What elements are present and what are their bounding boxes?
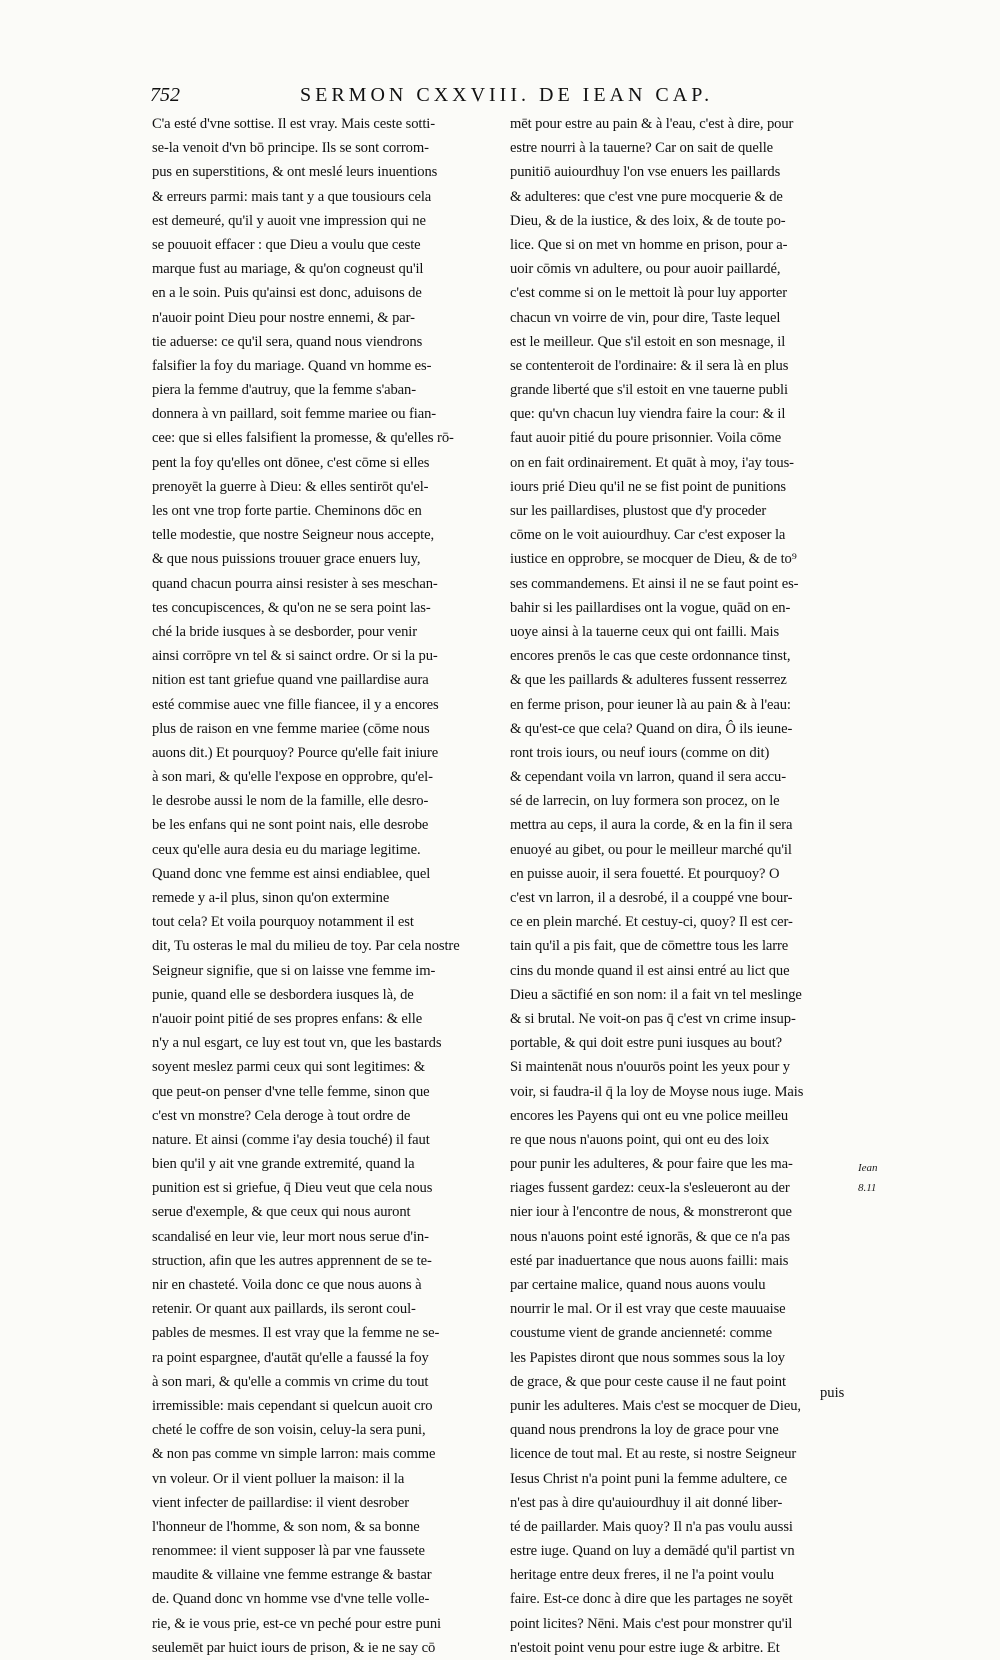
text-line: licence de tout mal. Et au reste, si nostre Seigneur [510, 1446, 797, 1463]
text-line: & si brutal. Ne voit-on pas q̄ c'est vn crime insup- [510, 1010, 796, 1027]
text-line: faire. Est-ce donc à dire que les partages ne soyēt [510, 1591, 793, 1608]
text-line: ceux qu'elle aura desia eu du mariage legitime. [152, 841, 421, 858]
text-line: sur les paillardises, plustost que d'y proceder [510, 503, 767, 519]
text-line: Quand donc vne femme est ainsi endiablee, quel [152, 865, 431, 882]
text-line: cheté le coffre de son voisin, celuy-la sera puni, [152, 1422, 426, 1439]
text-line: chacun vn voirre de vin, pour dire, Taste lequel [510, 309, 781, 326]
text-line: iustice en opprobre, se mocquer de Dieu, & de to⁹ [510, 551, 797, 568]
text-line: n'estoit point venu pour estre iuge & arbitre. Et [510, 1639, 780, 1656]
text-line: auons dit.) Et pourquoy? Pource qu'elle fait iniure [152, 744, 439, 761]
text-line: vient infecter de paillardise: il vient desrober [152, 1494, 409, 1511]
text-line: c'est vn larron, il a desrobé, il a couppé vne bour- [510, 890, 793, 906]
text-line: esté par inaduertance que nous auons failli: mais [510, 1252, 789, 1269]
text-line: prenoyēt la guerre à Dieu: & elles sentirōt qu'el- [152, 478, 429, 495]
text-line: & qu'est-ce que cela? Quand on dira, Ô ils ieune- [510, 720, 793, 737]
text-line: n'auoir point Dieu pour nostre ennemi, & par- [152, 309, 415, 326]
text-line: seulemēt par huict iours de prison, & ie ne say cō [152, 1639, 436, 1656]
text-line: & cependant voila vn larron, quand il sera accu- [510, 769, 787, 786]
text-line: on en fait ordinairement. Et quāt à moy, i'ay tous- [510, 454, 794, 471]
text-line: donnera à vn paillard, soit femme mariee ou fian- [152, 406, 437, 423]
text-line: pent la foy qu'elles ont dōnee, c'est cōme si elles [152, 454, 430, 471]
text-line: portable, & qui doit estre puni iusques au bout? [510, 1035, 783, 1052]
text-line: est le meilleur. Que s'il estoit en son mesnage, il [510, 333, 786, 350]
text-line: en a le soin. Puis qu'ainsi est donc, aduisons de [152, 285, 422, 302]
text-line: pables de mesmes. Il est vray que la femme ne se- [152, 1325, 440, 1342]
text-line: ra point espargnee, d'autāt qu'elle a faussé la foy [152, 1349, 429, 1366]
text-line: re que nous n'auons point, qui ont eu des loix [510, 1131, 770, 1148]
text-line: point licites? Nēni. Mais c'est pour monstrer qu'il [510, 1615, 793, 1632]
text-line: que: qu'vn chacun luy viendra faire la cour: & il [510, 406, 786, 423]
text-line: c'est comme si on le mettoit là pour luy apporter [510, 285, 787, 302]
text-line: tout cela? Et voila pourquoy notamment il est [152, 914, 414, 931]
text-line: telle modestie, que nostre Seigneur nous accepte, [152, 527, 435, 544]
text-line: vn voleur. Or il vient polluer la maison: il la [152, 1470, 405, 1487]
text-line: en puisse auoir, il sera fouetté. Et pourquoy? O [510, 865, 780, 882]
text-line: de grace, & que pour ceste cause il ne faut point [510, 1373, 786, 1390]
text-line: iours prié Dieu qu'il ne se fist point de punitions [510, 478, 786, 495]
text-line: encores prenōs le cas que ceste ordonnance tinst, [510, 648, 791, 665]
text-line: renommee: il vient supposer là par vne faussete [152, 1543, 425, 1560]
text-line: Dieu, & de la iustice, & des loix, & de toute po- [510, 212, 786, 229]
text-line: nous n'auons point esté ignorās, & que ce n'a pas [510, 1228, 791, 1245]
text-line: punitiō auiourdhuy l'on vse enuers les paillards [510, 164, 781, 181]
text-line: voir, si faudra-il q̄ la loy de Moyse nous iuge. Mais [510, 1083, 804, 1100]
text-line: Si maintenāt nous n'ouurōs point les yeux pour y [510, 1059, 790, 1076]
text-line: est demeuré, qu'il y auoit vne impression qui ne [152, 212, 426, 229]
text-line: tie aduerse: ce qu'il sera, quand nous viendrons [152, 333, 423, 350]
text-line: n'y a nul esgart, ce luy est tout vn, que les bastards [152, 1035, 442, 1052]
margin-reference [858, 1158, 918, 1198]
text-line: à son mari, & qu'elle a commis vn crime du tout [152, 1373, 429, 1390]
text-line: remede y a-il plus, sinon qu'on extermine [152, 890, 390, 906]
text-line: esté commise auec vne fille fiancee, il y a encores [152, 696, 439, 713]
text-line: falsifier la foy du mariage. Quand vn homme es- [152, 357, 432, 374]
text-line: punition est si griefue, q̄ Dieu veut que cela nous [152, 1180, 433, 1197]
text-line: irremissible: mais cependant si quelcun auoit cro [152, 1397, 433, 1414]
catchword: puis [820, 1385, 845, 1401]
text-line: grande liberté que s'il estoit en vne tauerne publi [510, 382, 788, 399]
text-line: à son mari, & qu'elle l'expose en opprobre, qu'el- [152, 769, 433, 786]
text-line: be les enfans qui ne sont point nais, elle desrobe [152, 817, 429, 834]
text-line: se contenteroit de l'ordinaire: & il sera là en plus [510, 357, 789, 374]
text-line: maudite & villaine vne femme estrange & bastar [152, 1567, 432, 1584]
running-title: SERMON CXXVIII. DE IEAN CAP. [300, 84, 714, 106]
text-line: en ferme prison, pour ieuner là au pain & à l'eau: [510, 696, 791, 713]
text-line: nature. Et ainsi (comme i'ay desia touché) il faut [152, 1131, 430, 1148]
text-line: par certaine malice, quand nous auons voulu [510, 1277, 766, 1293]
text-line: estre nourri à la tauerne? Car on sait de quelle [510, 140, 774, 157]
text-line: té de paillarder. Mais quoy? Il n'a pas voulu aussi [510, 1518, 793, 1535]
text-line: C'a esté d'vne sottise. Il est vray. Mais ceste sotti- [152, 116, 436, 132]
text-line: nir en chasteté. Voila donc ce que nous auons à [152, 1277, 422, 1293]
text-line: uoye ainsi à la tauerne ceux qui ont failli. Mais [510, 623, 780, 640]
text-line: Iesus Christ n'a point puni la femme adultere, ce [510, 1470, 787, 1487]
text-line: retenir. Or quant aux paillards, ils seront coul- [152, 1301, 416, 1318]
text-line: encores les Payens qui ont eu vne police meilleu [510, 1107, 789, 1124]
text-line: ront trois iours, ou neuf iours (comme on dit) [510, 744, 770, 761]
text-line: les ont vne trop forte partie. Cheminons dōc en [152, 503, 422, 519]
text-line: uoir cōmis vn adultere, ou pour auoir paillardé, [510, 261, 781, 278]
text-line: Seigneur signifie, que si on laisse vne femme im- [152, 962, 436, 979]
text-line: lice. Que si on met vn homme en prison, pour a- [510, 236, 788, 253]
text-line: & que nous puissions trouuer grace enuers luy, [152, 551, 421, 568]
text-line: estre iuge. Quand on luy a demādé qu'il partist vn [510, 1543, 795, 1560]
text-line: struction, afin que les autres apprennent de se te- [152, 1252, 432, 1269]
text-line: c'est vn monstre? Cela deroge à tout ordre de [152, 1107, 411, 1124]
text-line: cee: que si elles falsifient la promesse, & qu'elles rō- [152, 430, 454, 447]
text-line: & erreurs parmi: mais tant y a que tousiours cela [152, 188, 432, 205]
text-line: se pouuoit effacer : que Dieu a voulu que ceste [152, 236, 421, 253]
text-line: n'est pas à dire qu'auiourdhuy il ait donné liber- [510, 1494, 783, 1511]
text-line: serue d'exemple, & que ceux qui nous auront [152, 1204, 411, 1221]
text-line: nier iour à l'encontre de nous, & monstreront que [510, 1204, 792, 1221]
text-line: marque fust au mariage, & qu'on cogneust qu'il [152, 261, 424, 278]
text-line: bahir si les paillardises ont la vogue, quād on en- [510, 599, 791, 616]
text-line: ce en plein marché. Et cestuy-ci, quoy? Il est cer- [510, 914, 793, 931]
text-line: nition est tant griefue quand vne paillardise aura [152, 672, 429, 689]
text-line: le desrobe aussi le nom de la famille, elle desro- [152, 793, 429, 810]
text-line: bien qu'il y ait vne grande extremité, quand la [152, 1156, 415, 1173]
text-line: mēt pour estre au pain & à l'eau, c'est à dire, pour [510, 116, 794, 132]
text-line: & que les paillards & adulteres fussent resserrez [510, 672, 787, 689]
text-line: faut auoir pitié du poure prisonnier. Voila cōme [510, 430, 782, 447]
text-line: soyent meslez parmi ceux qui sont legitimes: & [152, 1059, 426, 1076]
right-text-column [510, 112, 850, 1660]
text-line: que peut-on penser d'vne telle femme, sinon que [152, 1083, 430, 1100]
margin-reference-verse: 8.11 [858, 1182, 877, 1194]
text-line: heritage entre deux freres, il ne l'a point voulu [510, 1567, 774, 1584]
text-line: mettra au ceps, il aura la corde, & en la fin il sera [510, 817, 793, 834]
text-line: plus de raison en vne femme mariee (cōme nous [152, 720, 430, 737]
text-line: se-la venoit d'vn bō principe. Ils se sont corrom- [152, 140, 429, 157]
text-line: cōme on le voit auiourdhuy. Car c'est exposer la [510, 527, 786, 544]
text-line: piera la femme d'autruy, que la femme s'aban- [152, 382, 417, 399]
text-line: les Papistes diront que nous sommes sous la loy [510, 1349, 786, 1366]
text-line: & non pas comme vn simple larron: mais comme [152, 1446, 436, 1463]
text-line: Dieu a sāctifié en son nom: il a fait vn tel meslinge [510, 986, 802, 1003]
text-line: dit, Tu osteras le mal du milieu de toy. Par cela nostre [152, 938, 460, 955]
text-line: coustume vient de grande ancienneté: comme [510, 1325, 773, 1342]
text-line: ainsi corrōpre vn tel & si sainct ordre. Or si la pu- [152, 648, 438, 665]
text-line: punir les adulteres. Mais c'est se mocquer de Dieu, [510, 1397, 801, 1414]
text-line: cins du monde quand il est ainsi entré au lict que [510, 962, 790, 979]
text-line: pour punir les adulteres, & pour faire que les ma- [510, 1156, 793, 1173]
text-line: n'auoir point pitié de ses propres enfans: & elle [152, 1010, 423, 1027]
margin-reference-book: Iean [858, 1162, 878, 1174]
left-text-column [152, 112, 487, 1660]
text-line: l'honneur de l'homme, & son nom, & sa bonne [152, 1518, 420, 1535]
text-line: rie, & ie vous prie, est-ce vn peché pour estre puni [152, 1615, 442, 1632]
text-line: quand chacun pourra ainsi resister à ses meschan- [152, 575, 438, 592]
text-line: quand nous prendrons la loy de grace pour vne [510, 1422, 779, 1439]
text-line: ses commandemens. Et ainsi il ne se faut point es- [510, 575, 799, 592]
text-line: ché la bride iusques à se desborder, pour venir [152, 623, 418, 640]
text-line: sé de larrecin, on luy formera son procez, on le [510, 793, 780, 810]
text-line: pus en superstitions, & ont meslé leurs inuentions [152, 164, 438, 181]
text-line: tain qu'il a pis fait, que de cōmettre tous les larre [510, 938, 789, 955]
text-line: punie, quand elle se desbordera iusques là, de [152, 986, 414, 1003]
text-line: tes concupiscences, & qu'on ne se sera point las- [152, 599, 431, 616]
page-header [150, 84, 790, 114]
text-line: scandalisé en leur vie, leur mort nous serue d'in- [152, 1228, 429, 1245]
text-line: de. Quand donc vn homme vse d'vne telle volle- [152, 1591, 430, 1608]
page-number: 752 [150, 84, 180, 106]
text-line: enuoyé au gibet, ou pour le meilleur marché qu'il [510, 841, 792, 858]
text-line: riages fussent gardez: ceux-la s'esleueront au der [510, 1180, 790, 1197]
text-line: nourrir le mal. Or il est vray que ceste mauuaise [510, 1301, 786, 1318]
text-line: & adulteres: que c'est vne pure mocquerie & de [510, 188, 783, 205]
